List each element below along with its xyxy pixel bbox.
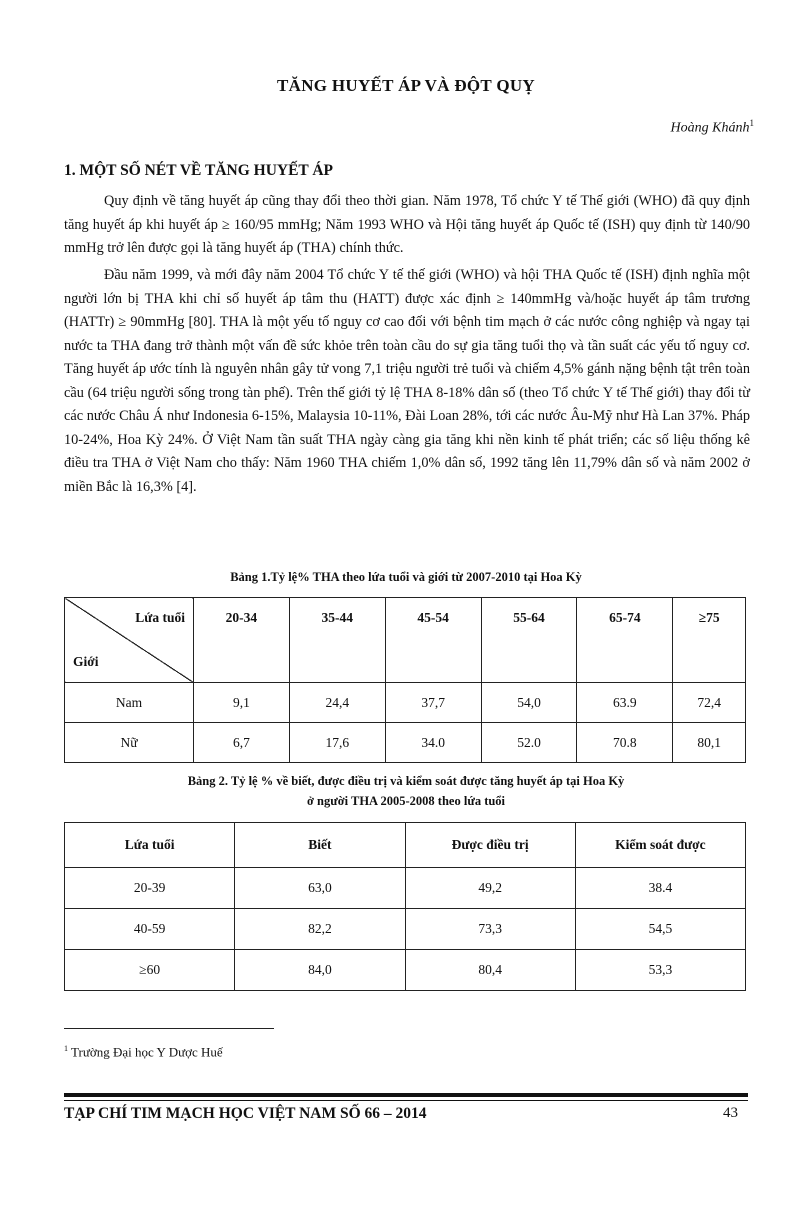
table1-caption: Bảng 1.Tỷ lệ% THA theo lứa tuổi và giới từ 2007-2010 tại Hoa Kỳ [230, 570, 582, 584]
table-cell: 54,0 [481, 683, 577, 723]
table1-corner-cell [65, 598, 194, 683]
table-cell: 20-39 [65, 868, 235, 909]
table-cell: 80,4 [405, 950, 575, 991]
table1-col-header: 55-64 [481, 598, 577, 683]
table-row [65, 950, 746, 991]
article-title: TĂNG HUYẾT ÁP VÀ ĐỘT QUỴ [277, 76, 535, 95]
table-cell: 84,0 [235, 950, 405, 991]
table1-corner-bottom: Giới [73, 654, 99, 669]
footer-rule-thin [64, 1100, 748, 1101]
table-row [65, 909, 746, 950]
footnote-divider [64, 1028, 274, 1029]
table-row [65, 723, 746, 763]
table1 [64, 597, 746, 763]
table1-col-header: 20-34 [194, 598, 290, 683]
table2-col-header: Được điều trị [405, 823, 575, 868]
page-number: 43 [723, 1105, 738, 1121]
table1-col-header: 45-54 [385, 598, 481, 683]
table-cell: 72,4 [673, 683, 746, 723]
table-row [65, 683, 746, 723]
section-heading: 1. MỘT SỐ NÉT VỀ TĂNG HUYẾT ÁP [64, 162, 334, 179]
table2 [64, 822, 746, 991]
paragraph-1: Quy định về tăng huyết áp cũng thay đổi theo thời gian. Năm 1978, Tổ chức Y tế Thế giới (WHO) đã quy định tăng huyết áp khi huyết áp ≥ 160/95 mmHg; Năm 1993 WHO và Hội tăng huyết áp Quốc tế (ISH) quy định từ 140/90 mmHg trở lên được gọi là tăng huyết áp (THA) chính thức. [64, 193, 750, 256]
footnote [64, 1044, 223, 1060]
table-cell: 34.0 [385, 723, 481, 763]
table-cell: 37,7 [385, 683, 481, 723]
table-cell: 73,3 [405, 909, 575, 950]
table2-caption-line1: Bảng 2. Tỷ lệ % về biết, được điều trị và kiểm soát được tăng huyết áp tại Hoa Kỳ [187, 774, 625, 788]
table-cell: 54,5 [575, 909, 745, 950]
table-cell: 9,1 [194, 683, 290, 723]
table-cell: 6,7 [194, 723, 290, 763]
table1-row-label: Nữ [65, 723, 194, 763]
paragraph-2: Đầu năm 1999, và mới đây năm 2004 Tổ chức Y tế thế giới (WHO) và hội THA Quốc tế (ISH) định nghĩa một người lớn bị THA khi chỉ số huyết áp tâm thu (HATT) được xác định ≥ 140mmHg và/hoặc huyết áp tâm trương (HATTr) ≥ 90mmHg [80]. THA là một yếu tố nguy cơ cao đối với bệnh tim mạch ở các nước công nghiệp và ngay tại nước ta THA đang trở thành một vấn đề sức khỏe trên toàn cầu do sự gia tăng tuổi thọ và tần suất các yếu tố nguy cơ. Tăng huyết áp ước tính là nguyên nhân gây tử vong 7,1 triệu người trẻ tuổi và chiếm 4,5% gánh nặng bệnh tật trên toàn cầu (64 triệu người sống trong tàn phế). Trên thế giới tỷ lệ THA 8-18% dân số (theo Tổ chức Y tế Thế giới) thay đổi từ các nước Châu Á như Indonesia 6-15%, Malaysia 10-11%, Đài Loan 28%, tới các nước Âu-Mỹ như Hà Lan 37%. Pháp 10-24%, Hoa Kỳ 24%. Ở Việt Nam tần suất THA ngày càng gia tăng khi nền kinh tế phát triển; các số liệu thống kê điều tra THA ở Việt Nam cho thấy: Năm 1960 THA chiếm 1,0% dân số, 1992 tăng lên 11,79% dân số và năm 2002 ở miền Bắc là 16,3% [4]. [64, 267, 750, 495]
journal-name: TẠP CHÍ TIM MẠCH HỌC VIỆT NAM SỐ 66 – 2014 [64, 1105, 427, 1122]
table2-caption [0, 771, 812, 811]
table-cell: 52.0 [481, 723, 577, 763]
table-cell: 53,3 [575, 950, 745, 991]
table-cell: 80,1 [673, 723, 746, 763]
table1-col-header: 35-44 [289, 598, 385, 683]
table1-row-label: Nam [65, 683, 194, 723]
table-cell: ≥60 [65, 950, 235, 991]
table2-col-header: Kiểm soát được [575, 823, 745, 868]
footnote-mark: 1 [64, 1044, 68, 1053]
table1-col-header: 65-74 [577, 598, 673, 683]
table-cell: 63.9 [577, 683, 673, 723]
table-cell: 40-59 [65, 909, 235, 950]
table-cell: 49,2 [405, 868, 575, 909]
footer-rule-thick [64, 1093, 748, 1097]
author-footnote-mark: 1 [749, 118, 754, 128]
table1-header-row [65, 598, 746, 683]
table2-col-header: Lứa tuổi [65, 823, 235, 868]
table-cell: 24,4 [289, 683, 385, 723]
table1-corner-top: Lứa tuổi [135, 610, 185, 625]
table1-col-header: ≥75 [673, 598, 746, 683]
table2-header-row [65, 823, 746, 868]
footnote-text: Trường Đại học Y Dược Huế [68, 1044, 223, 1060]
table-row [65, 868, 746, 909]
table-cell: 70.8 [577, 723, 673, 763]
author-name-text: Hoàng Khánh [670, 120, 750, 136]
author-name [671, 118, 754, 137]
table-cell: 38.4 [575, 868, 745, 909]
table2-caption-line2: ở người THA 2005-2008 theo lứa tuổi [306, 794, 506, 808]
table-cell: 17,6 [289, 723, 385, 763]
table2-col-header: Biết [235, 823, 405, 868]
table-cell: 82,2 [235, 909, 405, 950]
table-cell: 63,0 [235, 868, 405, 909]
